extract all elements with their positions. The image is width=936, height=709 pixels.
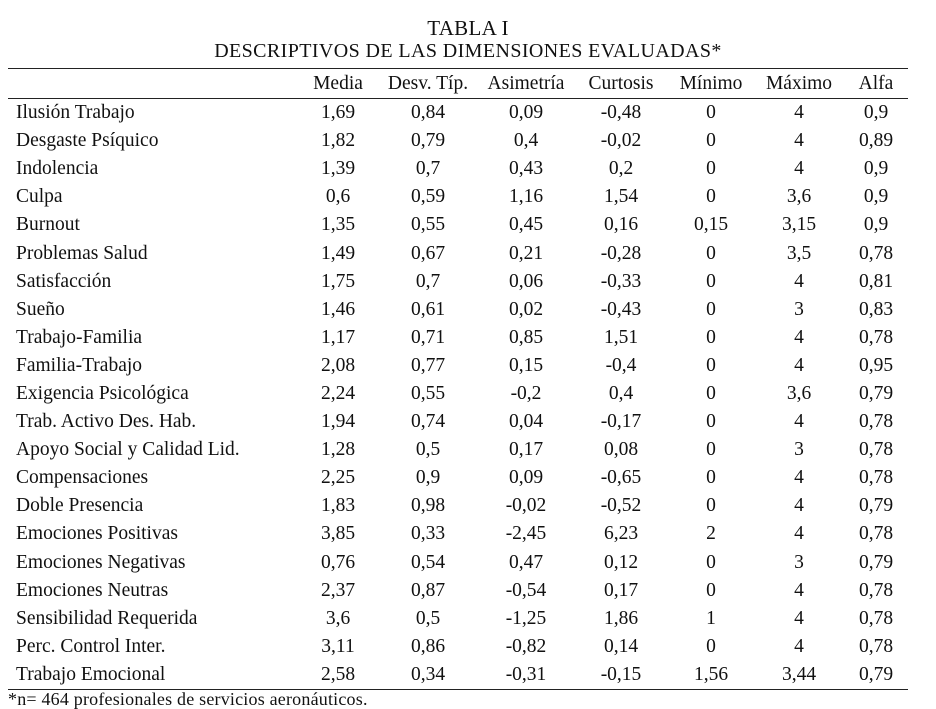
table-cell: 4 <box>794 607 804 629</box>
row-label: Burnout <box>16 214 80 236</box>
table-cell: -0,02 <box>505 495 547 517</box>
table-cell: -0,82 <box>505 635 547 657</box>
table-cell: 0,78 <box>858 579 894 601</box>
table-cell: 0,4 <box>608 382 634 404</box>
table-cell: 0,87 <box>410 579 446 601</box>
table-cell: 6,23 <box>603 523 639 545</box>
row-label: Trabajo Emocional <box>16 663 166 685</box>
table-cell: 0,14 <box>603 635 639 657</box>
table-cell: 1,35 <box>320 214 356 236</box>
table-row <box>8 268 908 296</box>
table-title: TABLA I <box>427 16 509 40</box>
table-cell: 1,51 <box>603 326 639 348</box>
table-cell: -1,25 <box>505 607 547 629</box>
header-cell: Asimetría <box>487 72 565 94</box>
table-cell: 4 <box>794 635 804 657</box>
header-cell-dimension <box>8 69 298 99</box>
table-cell: 0,9 <box>863 214 889 236</box>
table-cell: 1,16 <box>508 186 544 208</box>
table-cell: 0,15 <box>693 214 729 236</box>
table-cell: 0,47 <box>508 551 544 573</box>
table-cell: 0,77 <box>410 354 446 376</box>
table-cell: -0,48 <box>600 102 642 124</box>
row-label: Problemas Salud <box>16 242 148 264</box>
table-cell: 0,21 <box>508 242 544 264</box>
table-cell: 0,9 <box>863 186 889 208</box>
header-row <box>8 69 908 99</box>
table-cell: 0,79 <box>858 382 894 404</box>
table-cell: 1,54 <box>603 186 639 208</box>
table-cell: -0,02 <box>600 130 642 152</box>
table-cell: 0,6 <box>325 186 351 208</box>
table-cell: 1,83 <box>320 495 356 517</box>
table-cell: 3,6 <box>786 382 812 404</box>
table-cell: 0,17 <box>603 579 639 601</box>
table-row <box>8 408 908 436</box>
header-cell: Máximo <box>765 72 833 94</box>
table-cell: 0 <box>706 635 716 657</box>
table-cell: 0,78 <box>858 411 894 433</box>
table-cell: -0,4 <box>605 354 637 376</box>
descriptives-table <box>8 68 908 690</box>
table-cell: 3,15 <box>781 214 817 236</box>
table-cell: 0 <box>706 467 716 489</box>
table-row <box>8 492 908 520</box>
header-cell: Media <box>313 72 363 94</box>
table-cell: 4 <box>794 579 804 601</box>
table-cell: 0,04 <box>508 411 544 433</box>
table-cell: 0,54 <box>410 551 446 573</box>
table-cell: 3,6 <box>325 607 351 629</box>
table-header <box>8 69 908 99</box>
table-cell: 0,78 <box>858 439 894 461</box>
table-cell: 4 <box>794 102 804 124</box>
table-footnote: *n= 464 profesionales de servicios aeronáuticos. <box>8 689 368 709</box>
table-cell: 4 <box>794 467 804 489</box>
table-cell: 0,55 <box>410 382 446 404</box>
row-label: Trab. Activo Des. Hab. <box>16 411 197 433</box>
table-cell: 3,44 <box>781 663 817 685</box>
table-cell: 1,75 <box>320 270 356 292</box>
table-cell: 0,59 <box>410 186 446 208</box>
table-cell: 4 <box>794 326 804 348</box>
table-cell: 4 <box>794 354 804 376</box>
table-cell: 0,7 <box>415 158 441 180</box>
row-label: Trabajo-Familia <box>16 326 143 348</box>
table-cell: 2,25 <box>320 467 356 489</box>
table-cell: -0,54 <box>505 579 547 601</box>
table-cell: 1 <box>706 607 716 629</box>
table-cell: 4 <box>794 158 804 180</box>
table-cell: -0,33 <box>600 270 642 292</box>
table-row <box>8 436 908 464</box>
table-cell: 0,71 <box>410 326 446 348</box>
table-cell: 0,67 <box>410 242 446 264</box>
table-cell: 0,9 <box>863 102 889 124</box>
table-cell: 1,56 <box>693 663 729 685</box>
row-label: Emociones Positivas <box>16 523 178 545</box>
table-cell: -0,17 <box>600 411 642 433</box>
table-row <box>8 324 908 352</box>
table-cell: 0 <box>706 551 716 573</box>
descriptives-table-wrapper <box>8 68 908 690</box>
table-cell: 4 <box>794 411 804 433</box>
header-cell: Curtosis <box>588 72 654 94</box>
table-cell: 0,09 <box>508 467 544 489</box>
table-cell: 0,55 <box>410 214 446 236</box>
table-row <box>8 577 908 605</box>
table-cell: 0,15 <box>508 354 544 376</box>
row-label: Indolencia <box>16 158 99 180</box>
table-cell: 1,94 <box>320 411 356 433</box>
table-cell: 0,09 <box>508 102 544 124</box>
table-row <box>8 464 908 492</box>
table-cell: 3,11 <box>321 635 355 657</box>
row-label: Sueño <box>16 298 65 320</box>
table-cell: 2,24 <box>320 382 356 404</box>
row-label: Satisfacción <box>16 270 112 292</box>
table-cell: 0,79 <box>858 551 894 573</box>
table-cell: 0,2 <box>608 158 634 180</box>
row-label: Perc. Control Inter. <box>16 635 166 657</box>
table-cell: 0 <box>706 186 716 208</box>
table-cell: 0 <box>706 411 716 433</box>
table-cell: 3,6 <box>786 186 812 208</box>
row-label: Sensibilidad Requerida <box>16 607 198 629</box>
row-label: Apoyo Social y Calidad Lid. <box>16 439 240 461</box>
table-cell: 0,4 <box>513 130 539 152</box>
table-cell: 2,37 <box>320 579 356 601</box>
table-row <box>8 520 908 548</box>
table-cell: 1,28 <box>320 439 356 461</box>
table-cell: 0,33 <box>410 523 446 545</box>
table-cell: 0,85 <box>508 326 544 348</box>
table-cell: 0,17 <box>508 439 544 461</box>
row-label: Compensaciones <box>16 467 149 489</box>
table-row <box>8 99 908 128</box>
table-cell: 0,81 <box>858 270 894 292</box>
table-cell: 0,08 <box>603 439 639 461</box>
table-cell: 0,5 <box>415 607 441 629</box>
table-cell: 1,17 <box>320 326 356 348</box>
table-cell: 0,78 <box>858 635 894 657</box>
table-cell: -2,45 <box>505 523 547 545</box>
table-cell: 3,5 <box>786 242 812 264</box>
table-cell: 0,78 <box>858 467 894 489</box>
table-cell: 0,76 <box>320 551 356 573</box>
table-row <box>8 155 908 183</box>
table-cell: 0,12 <box>603 551 639 573</box>
table-cell: 0,43 <box>508 158 544 180</box>
table-cell: 0,06 <box>508 270 544 292</box>
table-row <box>8 239 908 267</box>
table-cell: 4 <box>794 130 804 152</box>
row-label: Emociones Neutras <box>16 579 169 601</box>
header-cell: Alfa <box>858 72 894 94</box>
table-cell: 2,08 <box>320 354 356 376</box>
table-cell: 0,78 <box>858 607 894 629</box>
table-row <box>8 127 908 155</box>
table-cell: 0 <box>706 495 716 517</box>
row-label: Desgaste Psíquico <box>16 130 159 152</box>
table-cell: 1,39 <box>320 158 356 180</box>
table-cell: 0 <box>706 298 716 320</box>
table-cell: 0,45 <box>508 214 544 236</box>
table-cell: 0 <box>706 439 716 461</box>
table-body <box>8 99 908 690</box>
table-cell: 0,78 <box>858 242 894 264</box>
table-cell: 0,79 <box>858 663 894 685</box>
table-row <box>8 605 908 633</box>
table-cell: -0,31 <box>505 663 547 685</box>
table-row <box>8 661 908 690</box>
table-cell: 0,78 <box>858 326 894 348</box>
table-cell: 1,46 <box>320 298 356 320</box>
table-cell: 0 <box>706 382 716 404</box>
table-caption <box>0 0 936 62</box>
table-cell: 0,79 <box>410 130 446 152</box>
table-cell: 0 <box>706 354 716 376</box>
table-row <box>8 549 908 577</box>
table-cell: 0,5 <box>415 439 441 461</box>
table-cell: 0,98 <box>410 495 446 517</box>
table-row <box>8 633 908 661</box>
table-cell: 4 <box>794 270 804 292</box>
row-label: Exigencia Psicológica <box>16 382 189 404</box>
row-label: Familia-Trabajo <box>16 354 143 376</box>
table-cell: 0,34 <box>410 663 446 685</box>
table-cell: 0 <box>706 326 716 348</box>
table-cell: -0,28 <box>600 242 642 264</box>
table-cell: 2,58 <box>320 663 356 685</box>
table-cell: -0,15 <box>600 663 642 685</box>
table-row <box>8 352 908 380</box>
table-cell: 0,16 <box>603 214 639 236</box>
table-cell: 4 <box>794 495 804 517</box>
table-cell: 0,89 <box>858 130 894 152</box>
table-cell: 3 <box>794 298 804 320</box>
table-cell: 0,79 <box>858 495 894 517</box>
table-row <box>8 183 908 211</box>
header-cell: Mínimo <box>679 72 743 94</box>
table-cell: 0,95 <box>858 354 894 376</box>
table-cell: -0,65 <box>600 467 642 489</box>
table-cell: -0,52 <box>600 495 642 517</box>
table-cell: 0,74 <box>410 411 446 433</box>
table-cell: 0 <box>706 158 716 180</box>
table-cell: 0,7 <box>415 270 441 292</box>
table-row <box>8 296 908 324</box>
table-cell: 0,61 <box>410 298 446 320</box>
table-cell: -0,2 <box>510 382 542 404</box>
table-cell: 0,9 <box>863 158 889 180</box>
table-cell: 0 <box>706 102 716 124</box>
row-label: Culpa <box>16 186 63 208</box>
table-cell: 3 <box>794 551 804 573</box>
table-cell: 0,02 <box>508 298 544 320</box>
table-cell: 0 <box>706 242 716 264</box>
table-cell: 0,86 <box>410 635 446 657</box>
table-cell: 0,78 <box>858 523 894 545</box>
table-row <box>8 380 908 408</box>
table-row <box>8 211 908 239</box>
table-subtitle: DESCRIPTIVOS DE LAS DIMENSIONES EVALUADAS* <box>214 40 722 62</box>
table-cell: 0 <box>706 579 716 601</box>
table-cell: 1,49 <box>320 242 356 264</box>
row-label: Doble Presencia <box>16 495 144 517</box>
table-cell: -0,43 <box>600 298 642 320</box>
table-cell: 0,9 <box>415 467 441 489</box>
table-cell: 0,84 <box>410 102 446 124</box>
header-cell: Desv. Típ. <box>387 72 469 94</box>
table-cell: 1,82 <box>320 130 356 152</box>
table-cell: 0 <box>706 270 716 292</box>
row-label: Emociones Negativas <box>16 551 186 573</box>
table-cell: 3 <box>794 439 804 461</box>
table-cell: 2 <box>706 523 716 545</box>
table-cell: 4 <box>794 523 804 545</box>
row-label: Ilusión Trabajo <box>16 102 135 124</box>
table-cell: 3,85 <box>320 523 356 545</box>
table-cell: 1,86 <box>603 607 639 629</box>
table-cell: 0 <box>706 130 716 152</box>
table-cell: 0,83 <box>858 298 894 320</box>
table-cell: 1,69 <box>320 102 356 124</box>
